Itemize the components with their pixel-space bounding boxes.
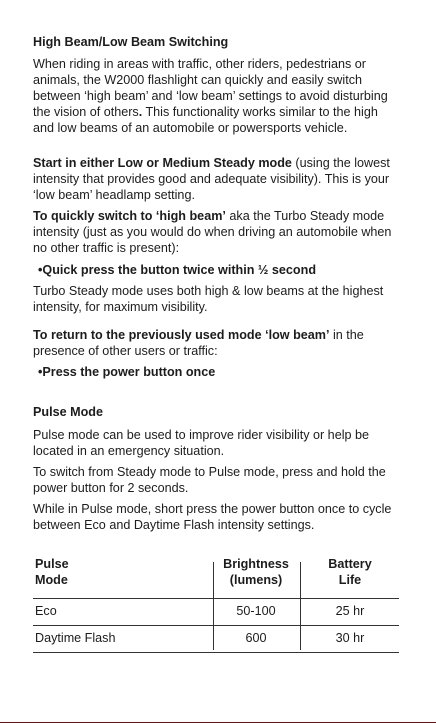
double-press-instruction: •Quick press the button twice within ½ second [38,263,317,277]
cell-brightness: 50-100 [236,604,276,618]
header-pulse-mode [35,556,69,588]
high-beam-paragraph [33,208,393,256]
header-brightness-line2: (lumens) [229,573,283,587]
intro-paragraph [33,56,393,136]
intro-end-text: This functionality works similar to the high and low beams of an automobile or powersports vehicle. [33,105,378,135]
table-row [33,598,399,625]
header-battery-line2: Life [338,573,362,587]
table-column-divider [300,562,301,650]
section-title-beam-switching: High Beam/Low Beam Switching [33,35,229,49]
return-heading: To return to the previously used mode ‘low beam’ [33,328,330,342]
low-beam-heading: Start in either Low or Medium Steady mode [33,156,292,170]
low-beam-text: (using the lowest intensity that provides good and adequate visibility). This is your ‘low beam’ headlamp setting. [33,156,390,202]
header-mode-line1: Pulse [35,557,69,571]
header-mode-line2: Mode [35,573,68,587]
cell-battery: 25 hr [335,604,365,618]
section-title-pulse-mode: Pulse Mode [33,405,103,419]
pulse-paragraph-1: Pulse mode can be used to improve rider visibility or help be located in an emergency situation. [33,428,370,458]
cell-mode: Eco [35,604,57,618]
intro-period: . [138,105,143,119]
low-beam-paragraph [33,155,393,203]
pulse-paragraph-3: While in Pulse mode, short press the power button once to cycle between Eco and Daytime Flash intensity settings. [33,502,392,532]
header-battery-line1: Battery [328,557,372,571]
table-header-row [33,556,399,598]
high-beam-heading: To quickly switch to ‘high beam’ [33,209,226,223]
cell-brightness: 600 [245,631,267,645]
single-press-instruction: •Press the power button once [38,365,216,379]
turbo-description: Turbo Steady mode uses both high & low beams at the highest intensity, for maximum visibility. [33,284,384,314]
header-brightness [214,556,298,588]
header-battery-life [301,556,399,588]
high-beam-text: aka the Turbo Steady mode intensity (just as you would do when driving an automobile when no other traffic is present): [33,209,392,255]
intro-text: When riding in areas with traffic, other riders, pedestrians or animals, the W2000 flashlight can quickly and easily switch between ‘high beam’ and ‘low beam’ settings to avoid disturbing the vision of others [33,57,388,119]
header-brightness-line1: Brightness [223,557,289,571]
return-paragraph [33,327,393,359]
cell-battery: 30 hr [335,631,365,645]
pulse-paragraph-2: To switch from Steady mode to Pulse mode, press and hold the power button for 2 seconds. [33,465,386,495]
table-row [33,625,399,653]
return-text: in the presence of other users or traffic: [33,328,364,358]
pulse-mode-table [33,556,399,653]
table-column-divider [213,562,214,650]
cell-mode: Daytime Flash [35,631,116,645]
